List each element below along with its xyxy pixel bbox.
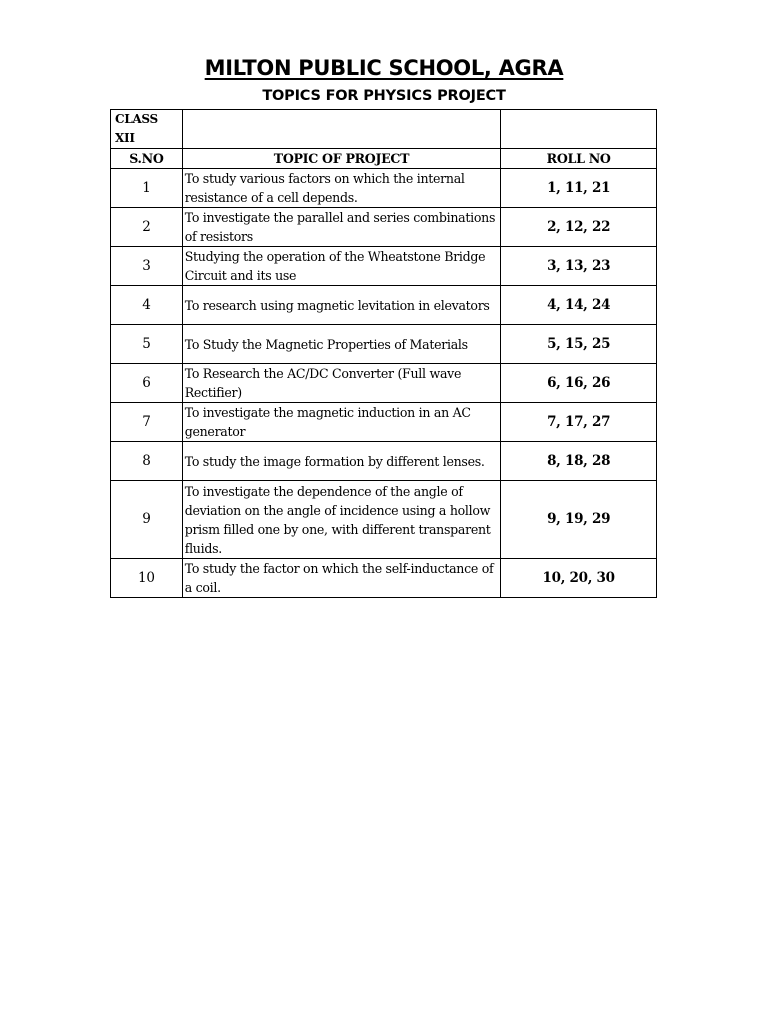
table-row (111, 403, 657, 442)
class-row (111, 110, 657, 149)
row-roll: 2, 12, 22 (501, 208, 657, 247)
row-roll: 8, 18, 28 (501, 442, 657, 481)
row-roll: 6, 16, 26 (501, 364, 657, 403)
row-topic: To investigate the magnetic induction in an AC generator (182, 403, 501, 442)
table-row (111, 169, 657, 208)
row-sno: 8 (111, 442, 183, 481)
row-sno: 1 (111, 169, 183, 208)
row-topic: Studying the operation of the Wheatstone Bridge Circuit and its use (182, 247, 501, 286)
row-roll: 7, 17, 27 (501, 403, 657, 442)
row-sno: 7 (111, 403, 183, 442)
table-row (111, 481, 657, 559)
table-row (111, 364, 657, 403)
row-topic: To Study the Magnetic Properties of Materials (182, 325, 501, 364)
table-row (111, 325, 657, 364)
table-row (111, 247, 657, 286)
row-roll: 3, 13, 23 (501, 247, 657, 286)
row-roll: 4, 14, 24 (501, 286, 657, 325)
row-roll: 1, 11, 21 (501, 169, 657, 208)
school-title: MILTON PUBLIC SCHOOL, AGRA (204, 56, 564, 80)
row-topic: To Research the AC/DC Converter (Full wave Rectifier) (182, 364, 501, 403)
table-row (111, 286, 657, 325)
header-row (111, 149, 657, 169)
row-sno: 10 (111, 559, 183, 598)
row-sno: 5 (111, 325, 183, 364)
row-roll: 10, 20, 30 (501, 559, 657, 598)
class-label: CLASS XII (111, 110, 183, 149)
header-topic: TOPIC OF PROJECT (182, 149, 501, 169)
row-topic: To study the image formation by different lenses. (182, 442, 501, 481)
row-topic: To investigate the parallel and series combinations of resistors (182, 208, 501, 247)
row-topic: To study various factors on which the internal resistance of a cell depends. (182, 169, 501, 208)
page-subtitle: TOPICS FOR PHYSICS PROJECT (262, 88, 506, 104)
row-sno: 3 (111, 247, 183, 286)
row-roll: 9, 19, 29 (501, 481, 657, 559)
row-sno: 9 (111, 481, 183, 559)
row-topic: To investigate the dependence of the angle of deviation on the angle of incidence using a hollow prism filled one by one, with different transparent fluids. (182, 481, 501, 559)
row-roll: 5, 15, 25 (501, 325, 657, 364)
project-topics-table (110, 109, 657, 598)
empty-cell (182, 110, 501, 149)
row-sno: 2 (111, 208, 183, 247)
table-row (111, 559, 657, 598)
row-sno: 4 (111, 286, 183, 325)
header-sno: S.NO (111, 149, 183, 169)
row-topic: To study the factor on which the self-inductance of a coil. (182, 559, 501, 598)
header-roll: ROLL NO (501, 149, 657, 169)
row-topic: To research using magnetic levitation in elevators (182, 286, 501, 325)
table-row (111, 208, 657, 247)
table-row (111, 442, 657, 481)
row-sno: 6 (111, 364, 183, 403)
empty-cell (501, 110, 657, 149)
